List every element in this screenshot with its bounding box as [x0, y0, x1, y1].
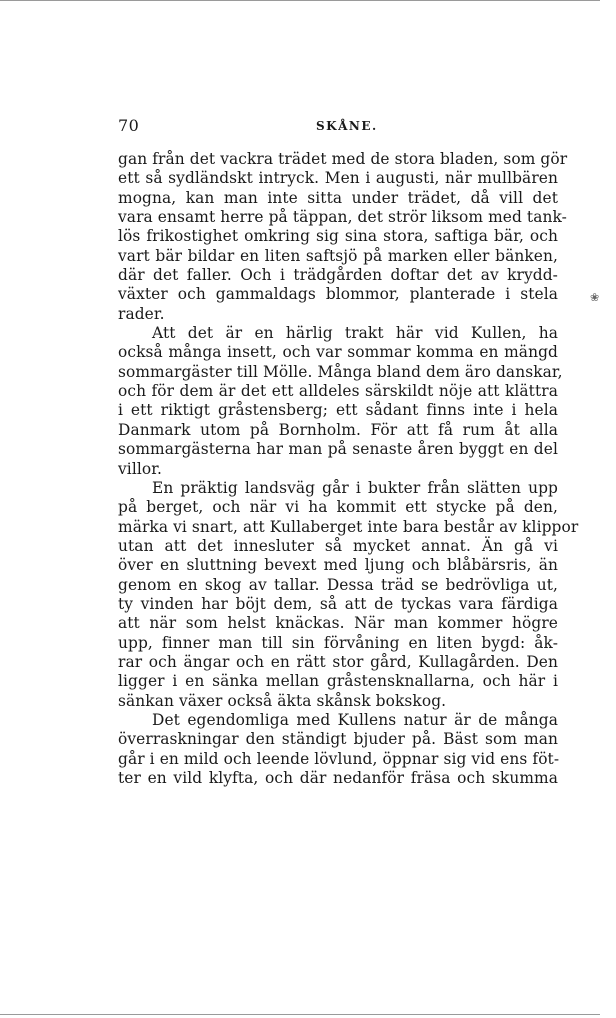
text-line: genom en skog av tallar. Dessa träd se bedrövliga ut, [118, 575, 558, 594]
text-line: Danmark utom på Bornholm. För att få rum åt alla [118, 420, 558, 439]
running-head [118, 116, 558, 140]
text-line: lös frikostighet omkring sig sina stora, saftiga bär, och [118, 227, 558, 246]
text-line: att när som helst knäckas. När man kommer högre [118, 614, 558, 633]
page-top-edge [0, 0, 600, 1]
body-text [118, 150, 579, 788]
text-line: växter och gammaldags blommor, planterade i stela [118, 285, 558, 304]
text-line: ett så sydländskt intryck. Men i augusti, när mullbären [118, 169, 558, 188]
text-line: En präktig landsväg går i bukter från slätten upp [152, 478, 558, 497]
page-bottom-edge [0, 1014, 600, 1015]
text-line: går i en mild och leende lövlund, öppnar sig vid ens föt- [118, 749, 560, 768]
margin-ornament-icon: ❀ [590, 291, 600, 304]
text-line: ty vinden har böjt dem, så att de tyckas vara färdiga [118, 594, 558, 613]
text-line: sommargästerna har man på senaste åren byggt en del [118, 440, 558, 459]
running-title: SKÅNE. [316, 119, 378, 133]
text-line: rar och ängar och en rätt stor gård, Kullagården. Den [118, 652, 558, 671]
page-number: 70 [118, 116, 140, 135]
text-line: där det faller. Och i trädgården doftar det av krydd- [118, 266, 558, 285]
text-line: Att det är en härlig trakt här vid Kullen, ha [152, 324, 558, 343]
text-line: villor. [118, 459, 162, 478]
text-line: utan att det innesluter så mycket annat. Än gå vi [118, 536, 558, 555]
text-line: i ett riktigt gråstensberg; ett sådant finns inte i hela [118, 401, 558, 420]
text-line: vart bär bildar en liten saftsjö på marken eller bänken, [118, 246, 558, 265]
text-line: och för dem är det ett alldeles särskildt nöje att klättra [118, 382, 558, 401]
text-line: mogna, kan man inte sitta under trädet, då vill det [118, 188, 558, 207]
text-line: vara ensamt herre på täppan, det strör liksom med tank- [118, 208, 567, 227]
text-line: Det egendomliga med Kullens natur är de många [152, 710, 558, 729]
text-line: rader. [118, 304, 165, 323]
text-line: sommargäster till Mölle. Många bland dem äro danskar, [118, 362, 563, 381]
text-line: märka vi snart, att Kullaberget inte bara består av klippor [118, 517, 579, 536]
text-line: på berget, och när vi ha kommit ett stycke på den, [118, 498, 558, 517]
text-line: ligger i en sänka mellan gråstensknallarna, och här i [118, 672, 558, 691]
text-line: upp, finner man till sin förvåning en liten bygd: åk- [118, 633, 558, 652]
text-line: gan från det vackra trädet med de stora bladen, som gör [118, 150, 568, 168]
text-line: också många insett, och var sommar komma en mängd [118, 343, 558, 362]
text-line: överraskningar den ständigt bjuder på. Bäst som man [118, 730, 558, 749]
text-line: ter en vild klyfta, och där nedanför fräsa och skumma [118, 769, 558, 787]
text-line: sänkan växer också äkta skånsk bokskog. [118, 691, 447, 710]
text-line: över en sluttning bevext med ljung och blåbärsris, än [118, 556, 558, 575]
